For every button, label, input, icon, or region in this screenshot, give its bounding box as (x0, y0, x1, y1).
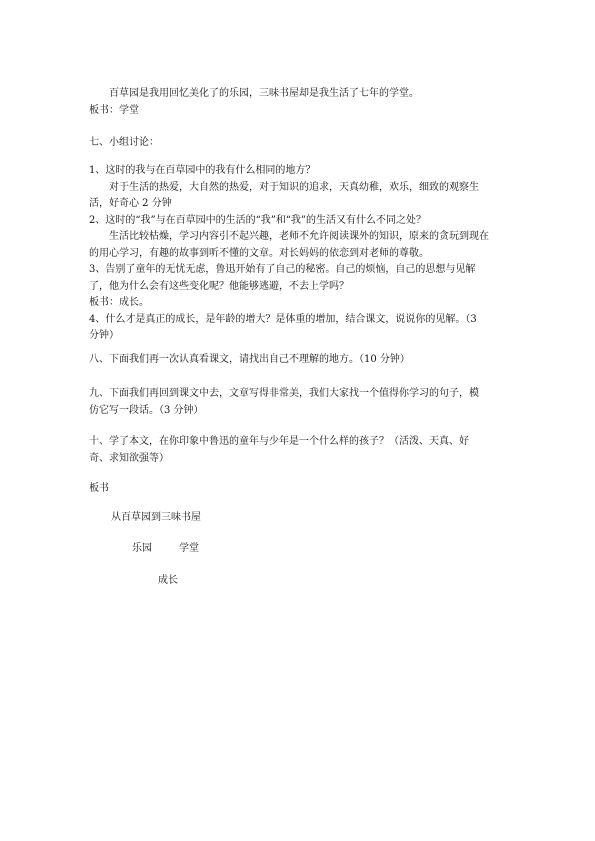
section-9-line-2: 仿它写一段话。（3 分钟） (89, 404, 204, 416)
question-1-title: 1、这时的我与在百草园中的我有什么相同的地方？ (89, 165, 316, 176)
section-9-line-1: 九、下面我们再回到课文中去，文章写得非常美，我们大家找一个值得你学习的句子，模 (89, 388, 479, 399)
intro-line: 百草园是我用回忆美化了的乐园，三味书屋却是我生活了七年的学堂。 (109, 88, 419, 99)
board-bottom-label: 成长 (158, 575, 178, 586)
board-left-label: 乐园 (132, 543, 152, 554)
question-3-line-1: 3、告别了童年的无忧无虑，鲁迅开始有了自己的秘密。自己的烦恼，自己的思想与见解 (89, 264, 476, 275)
section-8 (89, 352, 507, 369)
question-1-answer-line-1: 对于生活的热爱，大自然的热爱，对于知识的追求，天真幼稚，欢乐，细致的观察生 (109, 181, 479, 193)
board-right-label: 学堂 (179, 543, 199, 554)
question-4-line-1: 4、什么才是真正的成长，是年龄的增大？是体重的增加，结合课文，说说你的见解。（3 (89, 313, 477, 325)
section-7-heading (89, 135, 507, 152)
question-3-line-2: 了，他为什么会有这些变化呢？他能够逃避，不去上学吗？ (89, 280, 349, 292)
question-4-line-2: 分钟） (89, 330, 119, 341)
discussion-questions (89, 163, 507, 345)
intro-block (89, 86, 507, 119)
section-9 (89, 386, 507, 419)
section-10 (89, 434, 507, 467)
board-heading: 板书 (89, 483, 109, 494)
question-2-title: 2、这时的“我”与在百草园中的生活的“我”和“我”的生活又有什么不同之处？ (89, 214, 427, 226)
question-2-answer-line-2: 的用心学习，有趣的故事到听不懂的文章。对长妈妈的依恋到对老师的尊敬。 (89, 247, 429, 259)
section-10-line-1: 十、学了本文，在你印象中鲁迅的童年与少年是一个什么样的孩子？（活泼、天真、好 (89, 436, 469, 447)
section-10-line-2: 奇、求知欲强等） (89, 452, 169, 464)
section-heading: 七、小组讨论： (89, 137, 159, 148)
question-1-answer-line-2: 活，好奇心 2 分钟 (89, 198, 172, 209)
board-note-xuetang: 板书：学堂 (89, 104, 139, 116)
section-8-text: 八、下面我们再一次认真看课文，请找出自己不理解的地方。（10 分钟） (89, 354, 410, 365)
board-note-chengzhang: 板书：成长。 (89, 297, 149, 308)
question-2-answer-line-1: 生活比较枯燥，学习内容引不起兴趣，老师不允许阅读课外的知识，原来的贪玩到现在 (109, 231, 489, 242)
board-title: 从百草园到三味书屋 (111, 512, 201, 523)
